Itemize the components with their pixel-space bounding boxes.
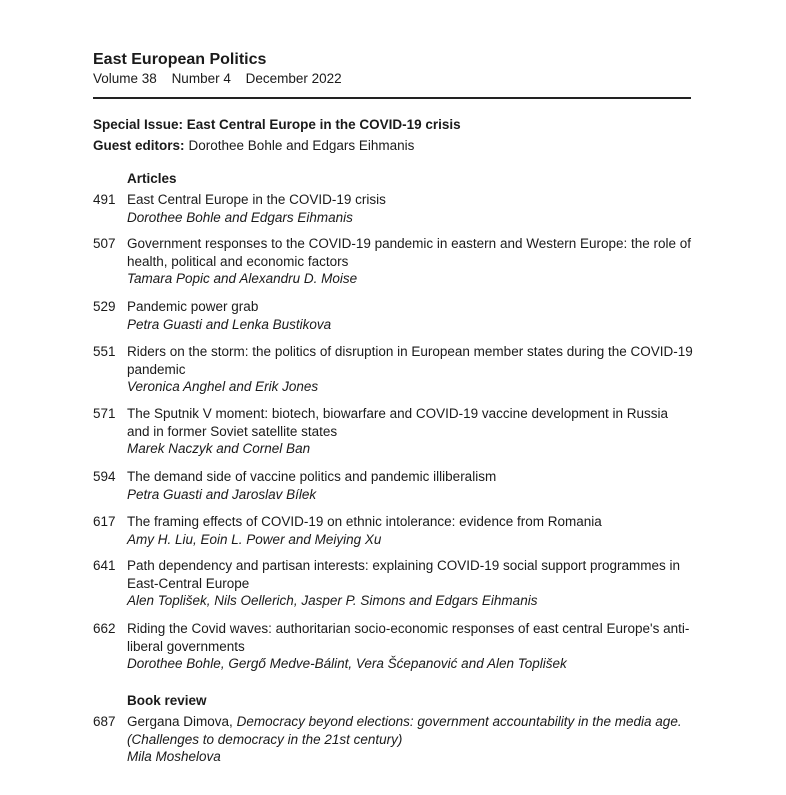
article-entry[interactable] [93, 513, 693, 548]
article-title: East Central Europe in the COVID-19 crisis [127, 192, 386, 207]
guest-editors [93, 137, 414, 154]
article-entry[interactable] [93, 557, 693, 610]
special-issue-title: Special Issue: East Central Europe in the COVID-19 crisis [93, 117, 461, 132]
article-authors: Marek Naczyk and Cornel Ban [127, 441, 311, 456]
article-authors: Amy H. Liu, Eoin L. Power and Meiying Xu [127, 531, 382, 547]
page-number: 594 [93, 469, 116, 484]
article-entry[interactable] [93, 405, 693, 458]
article-title: Government responses to the COVID-19 pandemic in eastern and Western Europe: the role of health, political and economic factors [127, 236, 692, 269]
volume: Volume 38 [93, 71, 157, 86]
book-title: Democracy beyond elections: government accountability in the media age. (Challenges to democracy in the 21st century) [127, 714, 682, 747]
book-review-title-line [127, 713, 693, 748]
page-number: 617 [93, 514, 116, 529]
article-authors: Alen Toplišek, Nils Oellerich, Jasper P. Simons and Edgars Eihmanis [127, 593, 538, 608]
page-number: 551 [93, 344, 116, 359]
page-number: 507 [93, 236, 116, 251]
article-authors: Veronica Anghel and Erik Jones [127, 379, 319, 394]
article-title: Riders on the storm: the politics of disruption in European member states during the COVID-19 pandemic [127, 344, 693, 377]
issue-number: Number 4 [171, 71, 231, 86]
article-authors: Dorothee Bohle, Gergő Medve-Bálint, Vera Šćepanović and Alen Toplišek [127, 656, 567, 671]
article-entry[interactable] [93, 468, 693, 503]
guest-editors-names: Dorothee Bohle and Edgars Eihmanis [188, 138, 415, 153]
articles-heading: Articles [127, 171, 177, 186]
article-title: Pandemic power grab [127, 299, 259, 314]
article-entry[interactable] [93, 235, 693, 288]
article-title: Riding the Covid waves: authoritarian socio-economic responses of east central Europe's anti-liberal governments [127, 621, 690, 654]
guest-editors-label: Guest editors: [93, 138, 185, 153]
reviewer: Mila Moshelova [127, 749, 221, 764]
page-number: 662 [93, 621, 116, 636]
page-number: 687 [93, 714, 116, 729]
journal-title: East European Politics [93, 51, 267, 68]
header-rule [93, 97, 691, 99]
article-title: The framing effects of COVID-19 on ethnic intolerance: evidence from Romania [127, 514, 602, 529]
page-number: 491 [93, 192, 116, 207]
article-authors: Petra Guasti and Jaroslav Bílek [127, 486, 317, 502]
page-number: 529 [93, 299, 116, 314]
article-entry[interactable] [93, 620, 693, 673]
book-review-heading: Book review [127, 693, 207, 708]
table-of-contents [93, 50, 693, 764]
page-number: 571 [93, 406, 116, 421]
book-author: Gergana Dimova, [127, 714, 233, 729]
page-number: 641 [93, 558, 116, 573]
article-entry[interactable] [93, 191, 693, 226]
article-title: Path dependency and partisan interests: explaining COVID-19 social support programmes in East-Central Europe [127, 558, 681, 591]
issue-date: December 2022 [245, 71, 342, 86]
article-title: The Sputnik V moment: biotech, biowarfare and COVID-19 vaccine development in Russia and in former Soviet satellite states [127, 406, 669, 439]
article-entry[interactable] [93, 298, 693, 333]
book-review-entry[interactable] [93, 713, 693, 766]
article-authors: Tamara Popic and Alexandru D. Moise [127, 271, 358, 286]
issue-line [93, 70, 693, 87]
article-authors: Dorothee Bohle and Edgars Eihmanis [127, 209, 353, 225]
article-authors: Petra Guasti and Lenka Bustikova [127, 316, 332, 332]
article-title: The demand side of vaccine politics and pandemic illiberalism [127, 469, 497, 484]
article-entry[interactable] [93, 343, 693, 396]
